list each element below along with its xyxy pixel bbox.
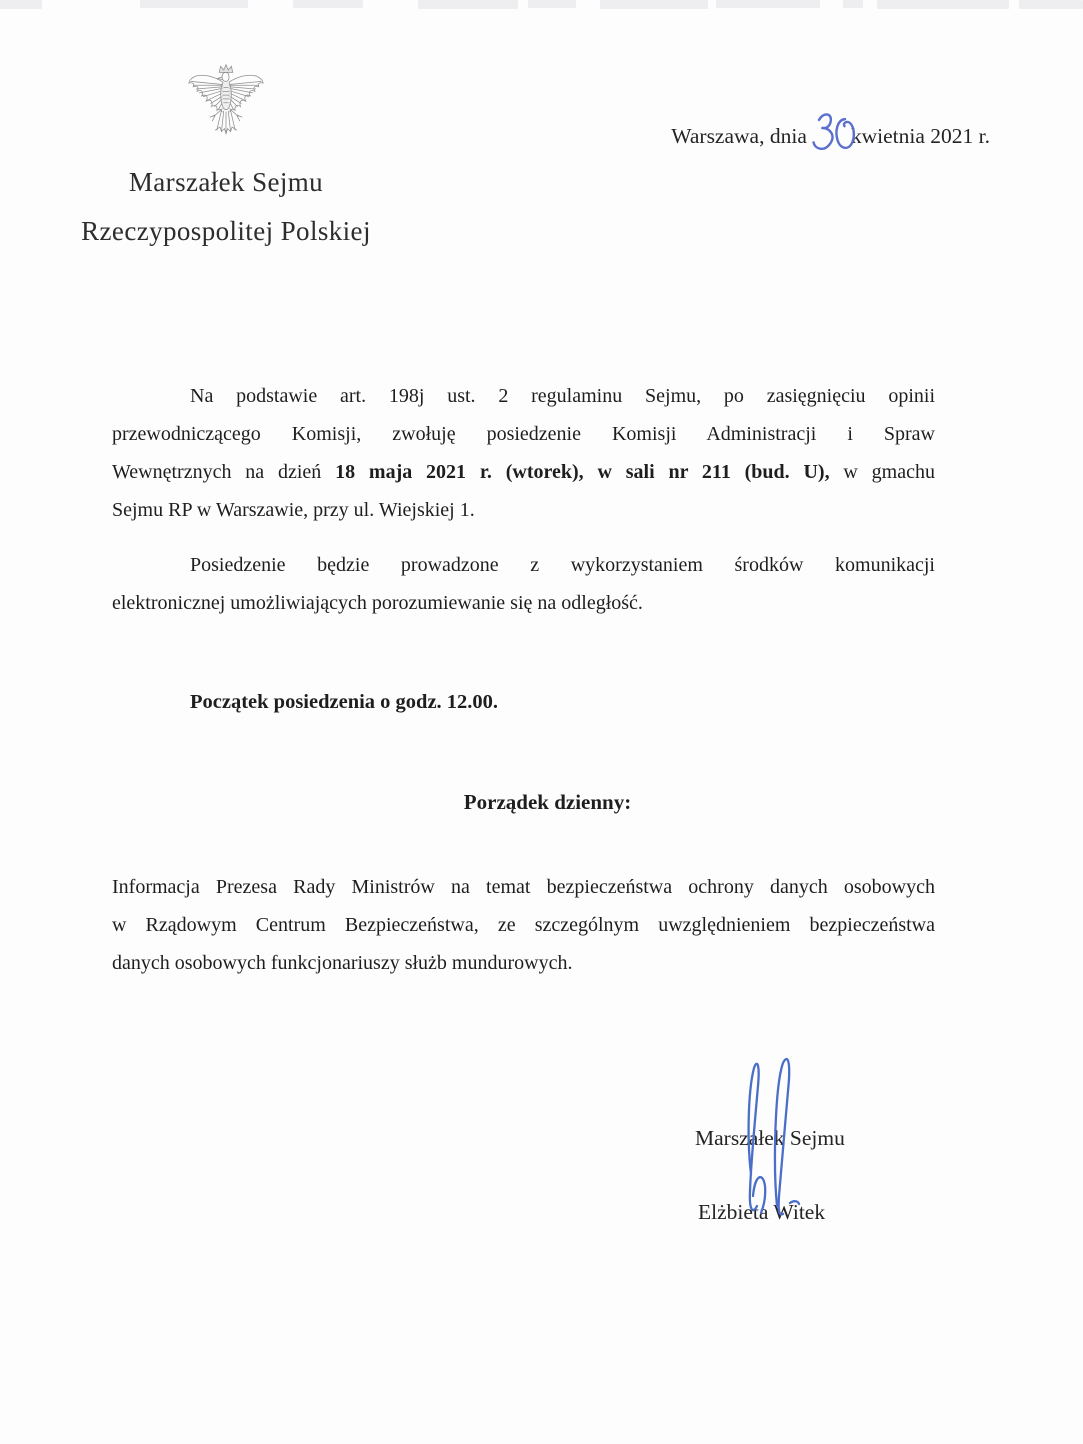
paragraph-line: w Rządowym Centrum Bezpieczeństwa, ze szczególnym uwzględnieniem bezpieczeństwa [112, 914, 935, 936]
paragraph-legal-basis [112, 377, 935, 529]
date-suffix: kwietnia 2021 r. [850, 124, 990, 148]
paragraph-line: Na podstawie art. 198j ust. 2 regulaminu Sejmu, po zasięgnięciu opinii [190, 385, 935, 407]
letterhead-title [40, 158, 412, 256]
paragraph-line: danych osobowych funkcjonariuszy służb mundurowych. [112, 952, 573, 974]
paragraph-line: elektronicznej umożliwiających porozumiewanie się na odległość. [112, 592, 643, 614]
paragraph-line: Wewnętrznych na dzień 18 maja 2021 r. (wtorek), w sali nr 211 (bud. U), w gmachu [112, 461, 935, 483]
letter-body [112, 377, 935, 982]
signatory-name: Elżbieta Witek [698, 1200, 826, 1224]
meeting-date-bold: 18 maja 2021 r. (wtorek), w sali nr 211 (bud. U), [335, 461, 830, 483]
letterhead-title-line2: Rzeczypospolitej Polskiej [81, 216, 371, 246]
letterhead-title-line1: Marszałek Sejmu [128, 167, 324, 197]
meeting-start-time: Początek posiedzenia o godz. 12.00. [190, 691, 499, 713]
paragraph-line: Sejmu RP w Warszawie, przy ul. Wiejskiej 1. [112, 499, 475, 521]
paragraph-remote-participation [112, 546, 935, 622]
signatory-title: Marszałek Sejmu [695, 1126, 845, 1150]
agenda-heading: Porządek dzienny: [463, 790, 632, 814]
paragraph-line: Informacja Prezesa Rady Ministrów na temat bezpieczeństwa ochrony danych osobowych [112, 876, 935, 898]
handwritten-signature [733, 1056, 805, 1224]
polish-eagle-emblem-icon [188, 62, 264, 148]
paragraph-line: przewodniczącego Komisji, zwołuję posiedzenie Komisji Administracji i Spraw [112, 423, 935, 445]
date-line [671, 110, 990, 149]
date-prefix: Warszawa, dnia [671, 124, 807, 148]
handwritten-day-30 [808, 108, 857, 159]
agenda-item [112, 868, 935, 982]
paragraph-line: Posiedzenie będzie prowadzone z wykorzystaniem środków komunikacji [190, 554, 935, 576]
